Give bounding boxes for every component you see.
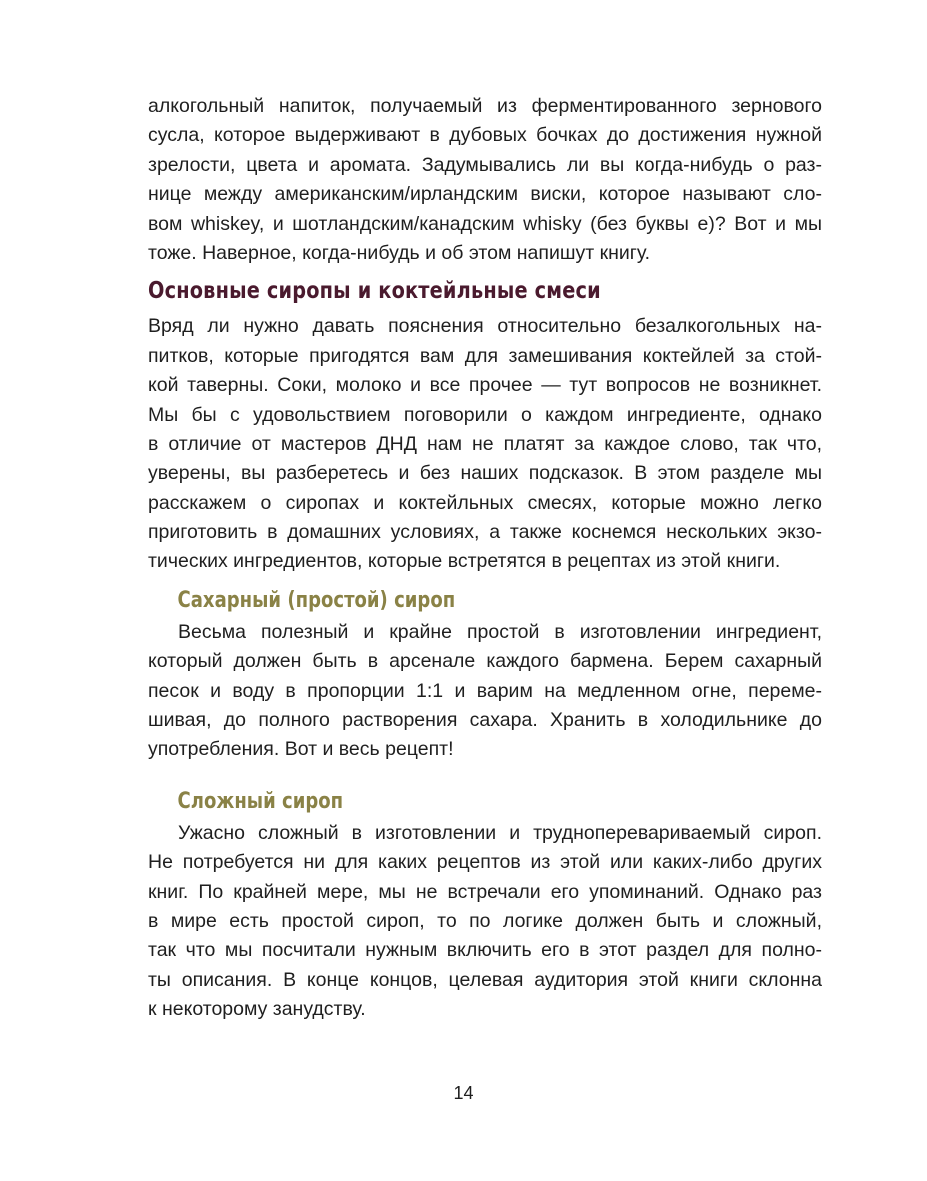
paragraph-line: нице между американским/ирландским виски, которое называют сло- [148,183,822,206]
paragraph-line: Ужасно сложный в изготовлении и трудноперевариваемый сироп. [178,821,822,844]
paragraph-line: тических ингредиентов, которые встретятся в рецептах из этой книги. [148,550,781,573]
paragraph-line: питков, которые пригодятся вам для замешивания коктейлей за стой- [148,344,822,367]
paragraph-line: уверены, вы разберетесь и без наших подсказок. В этом разделе мы [148,462,822,485]
paragraph-line: сусла, которое выдерживают в дубовых бочках до достижения нужной [148,124,822,147]
paragraph-line: Мы бы с удовольствием поговорили о каждом ингредиенте, однако [148,403,822,426]
section-heading: Основные сиропы и коктейльные смеси [148,278,601,305]
page-number: 14 [453,1083,474,1103]
paragraph-line: приготовить в домашних условиях, а также коснемся нескольких экзо- [148,521,822,544]
complex-syrup-paragraph [148,819,822,1025]
paragraph-line: в мире есть простой сироп, то по логике должен быть и сложный, [148,909,822,932]
paragraph-line: так что мы посчитали нужным включить его в этот раздел для полно- [148,939,822,962]
paragraph-line: тоже. Наверное, когда-нибудь и об этом напишут книгу. [148,241,651,264]
simple-syrup-paragraph [148,618,822,765]
paragraph-line: который должен быть в арсенале каждого бармена. Берем сахарный [148,650,822,673]
paragraph-line: шивая, до полного растворения сахара. Хранить в холодильнике до [148,709,822,732]
paragraph-line: Не потребуется ни для каких рецептов из этой или каких-либо других [148,851,822,874]
section-paragraph [148,312,822,577]
paragraph-line: песок и воду в пропорции 1:1 и варим на медленном огне, переме- [148,679,822,702]
paragraph-line: Весьма полезный и крайне простой в изготовлении ингредиент, [178,620,822,643]
paragraph-line: употребления. Вот и весь рецепт! [148,738,454,761]
paragraph-line: алкогольный напиток, получаемый из ферментированного зернового [148,95,822,117]
paragraph-line: вом whiskey, и шотландским/канадским whisky (без буквы e)? Вот и мы [148,212,822,235]
paragraph-line: Вряд ли нужно давать пояснения относительно безалкогольных на- [148,315,822,338]
paragraph-line: к некоторому занудству. [148,998,366,1021]
complex-syrup-heading: Сложный сироп [177,788,344,814]
paragraph-line: книг. По крайней мере, мы не встречали его упоминаний. Однако раз [148,880,822,903]
book-page [148,92,822,1025]
paragraph-line: кой таверны. Соки, молоко и все прочее — тут вопросов не возникнет. [148,374,822,397]
paragraph-line: расскажем о сиропах и коктейльных смесях, которые можно легко [148,491,822,514]
intro-paragraph [148,92,822,268]
paragraph-line: зрелости, цвета и аромата. Задумывались ли вы когда-нибудь о раз- [148,153,822,176]
paragraph-line: ты описания. В конце концов, целевая аудитория этой книги склонна [148,968,822,991]
simple-syrup-heading: Сахарный (простой) сироп [177,587,456,613]
paragraph-line: в отличие от мастеров ДНД нам не платят за каждое слово, так что, [148,432,822,455]
